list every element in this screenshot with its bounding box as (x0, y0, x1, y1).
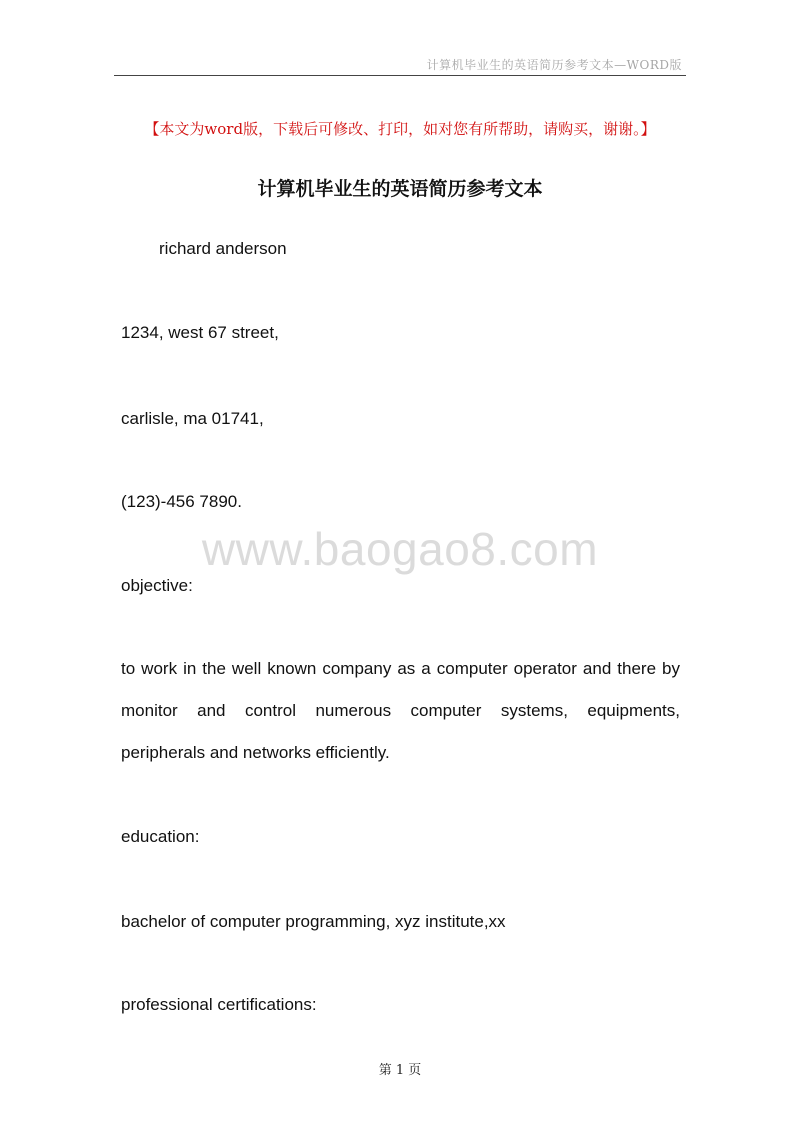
objective-text: to work in the well known company as a computer operator and there by monitor and control numerous computer systems, equipments, peripherals and networks efficiently. (121, 659, 680, 762)
site-watermark: www.baogao8.com (201, 523, 599, 575)
address-line-2: carlisle, ma 01741, (121, 409, 264, 428)
certifications-heading: professional certifications: (121, 995, 317, 1014)
purchase-notice: 【本文为word版，下载后可修改、打印，如对您有所帮助，请购买，谢谢。】 (144, 120, 656, 138)
education-text: bachelor of computer programming, xyz institute,xx (121, 912, 506, 931)
applicant-name: richard anderson (159, 239, 287, 258)
education-heading: education: (121, 827, 200, 846)
page-number: 第 1 页 (378, 1063, 422, 1078)
header-divider (114, 75, 686, 76)
objective-heading: objective: (121, 576, 193, 595)
phone-number: (123)-456 7890. (121, 492, 242, 511)
document-title: 计算机毕业生的英语简历参考文本 (257, 178, 543, 200)
address-line-1: 1234, west 67 street, (121, 323, 279, 342)
running-header: 计算机毕业生的英语简历参考文本—WORD版 (426, 58, 682, 72)
